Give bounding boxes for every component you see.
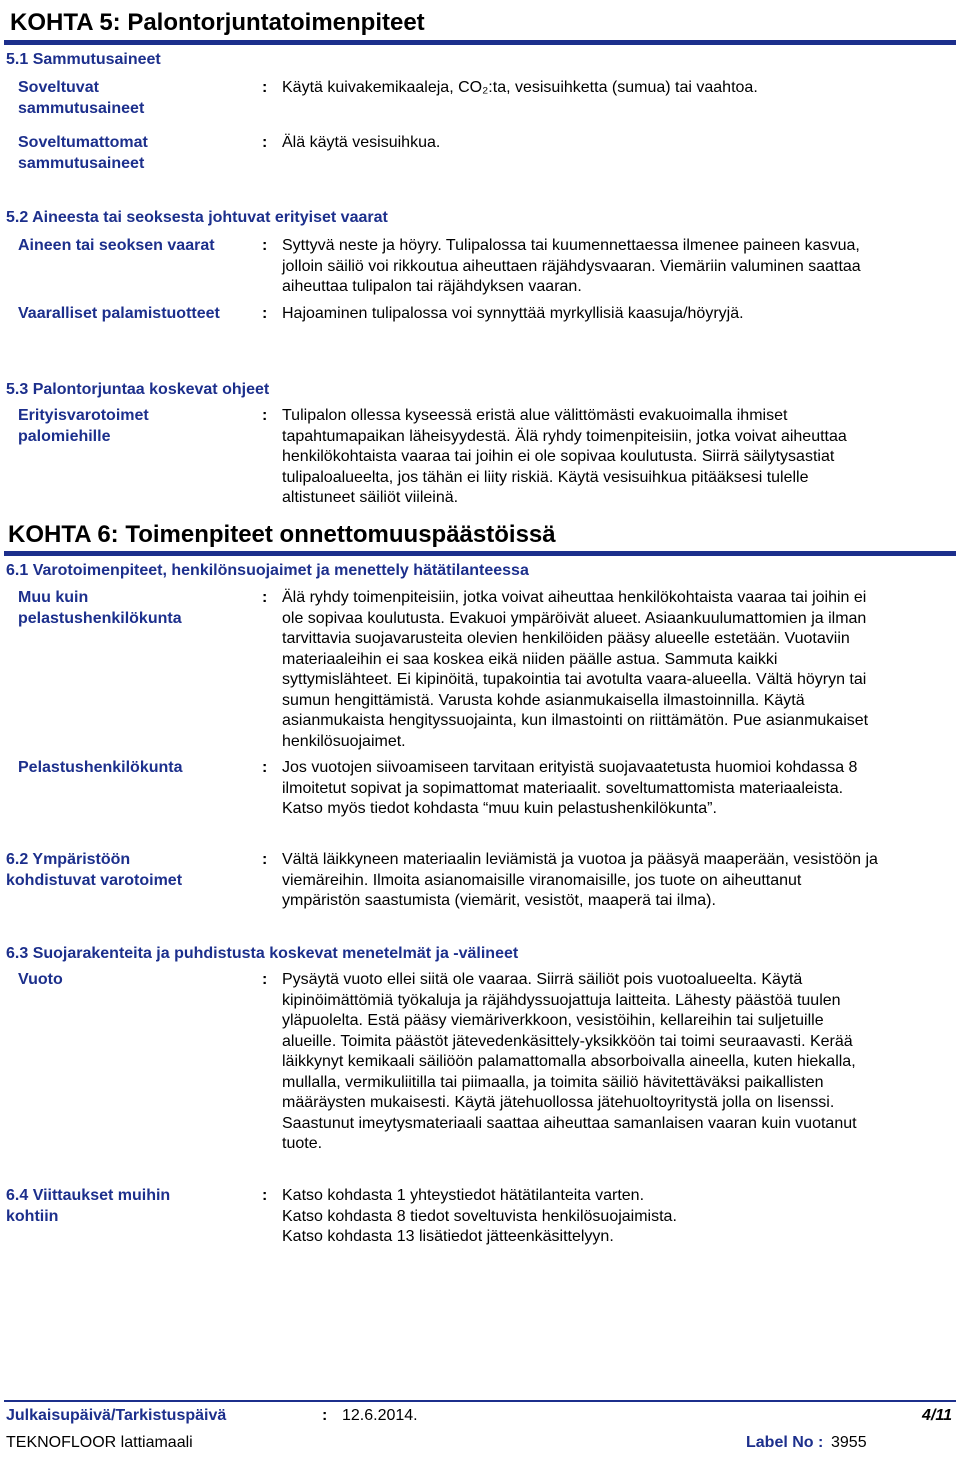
label-unsuitable-agents: Soveltumattomat sammutusaineet: [18, 134, 148, 172]
emergency-responders-text: Jos vuotojen siivoamiseen tarvitaan erityistä suojavaatetusta huomioi kohdassa 8 ilmoitetut sopivat ja sopimattomat materiaalit. soveltumattomista materiaaleista. Katso myös tiedot kohdasta “muu kuin pelastushenkilökunta”.: [282, 759, 858, 817]
subsection-5-2-title: 5.2 Aineesta tai seoksesta johtuvat erityiset vaarat: [6, 209, 388, 226]
colon: :: [262, 79, 268, 96]
section-6-heading: KOHTA 6: Toimenpiteet onnettomuuspäästöissä: [8, 521, 556, 548]
section-5-rule: [4, 40, 956, 45]
references-text: Katso kohdasta 1 yhteystiedot hätätilanteita varten. Katso kohdasta 8 tiedot soveltuvista henkilösuojaimista. Katso kohdasta 13 lisätiedot jätteenkäsittelyyn.: [282, 1187, 677, 1245]
label-environmental-precautions: 6.2 Ympäristöön kohdistuvat varotoimet: [6, 851, 183, 889]
subsection-5-1-title: 5.1 Sammutusaineet: [6, 51, 161, 68]
subsection-6-1-title: 6.1 Varotoimenpiteet, henkilönsuojaimet ja menettely hätätilanteessa: [6, 562, 529, 579]
label-non-emergency-personnel: Muu kuin pelastushenkilökunta: [18, 589, 182, 627]
combustion-products-text: Hajoaminen tulipalossa voi synnyttää myrkyllisiä kaasuja/höyryjä.: [282, 305, 744, 322]
footer-rule: [4, 1400, 956, 1402]
label-substance-hazards: Aineen tai seoksen vaarat: [18, 237, 215, 254]
suitable-agents-text: Käytä kuivakemikaaleja, CO₂:ta, vesisuihketta (sumua) tai vaahtoa.: [282, 79, 758, 96]
colon: :: [322, 1407, 328, 1424]
colon: :: [262, 759, 268, 776]
label-suitable-agents: Soveltuvat sammutusaineet: [18, 79, 145, 117]
footer-label-no-value: 3955: [831, 1434, 867, 1451]
colon: :: [262, 134, 268, 151]
firefighter-precautions-text: Tulipalon ollessa kyseessä eristä alue välittömästi evakuoimalla ihmiset tapahtumapaikan läheisyydestä. Älä ryhdy toimenpiteisiin, jotka voivat aiheuttaa henkilökohtaista vaaraa tai joihin ei ole sopivaa koulutusta. Siirrä säilytysastiat tulipaloalueelta, jos tähän ei liity riskiä. Käytä vesisuihkua pitääksesi tulelle altistuneet säiliöt viileinä.: [282, 407, 847, 506]
colon: :: [262, 305, 268, 322]
label-emergency-responders: Pelastushenkilökunta: [18, 759, 183, 776]
colon: :: [262, 589, 268, 606]
colon: :: [262, 971, 268, 988]
subsection-6-3-title: 6.3 Suojarakenteita ja puhdistusta koskevat menetelmät ja -välineet: [6, 945, 519, 962]
environmental-precautions-text: Vältä läikkyneen materiaalin leviämistä ja vuotoa ja pääsyä maaperään, vesistöön ja viemäreihin. Ilmoita asianomaisille viranomaisille, jos tuote on aiheuttanut ympäristön saastumista (viemärit, vesistöt, maaperä tai ilma).: [282, 851, 878, 909]
label-combustion-products: Vaaralliset palamistuotteet: [18, 305, 220, 322]
footer-label-no-label: Label No :: [746, 1434, 824, 1451]
colon: :: [262, 1187, 268, 1204]
substance-hazards-text: Syttyvä neste ja höyry. Tulipalossa tai kuumennettaessa ilmenee paineen kasvua, jolloin säiliö voi rikkoutua aiheuttaen räjähdysvaaran. Viemäriin valuminen saattaa aiheuttaa tulipalon tai räjähdyksen vaaran.: [282, 237, 861, 295]
section-6-rule: [4, 551, 956, 556]
footer-page-number: 4/11: [922, 1407, 952, 1424]
section-5-heading: KOHTA 5: Palontorjuntatoimenpiteet: [10, 9, 425, 36]
unsuitable-agents-text: Älä käytä vesisuihkua.: [282, 134, 441, 151]
label-firefighter-precautions: Erityisvarotoimet palomiehille: [18, 407, 149, 445]
label-references: 6.4 Viittaukset muihin kohtiin: [6, 1187, 171, 1225]
footer-date-value: 12.6.2014.: [342, 1407, 418, 1424]
colon: :: [262, 407, 268, 424]
colon: :: [262, 851, 268, 868]
colon: :: [262, 237, 268, 254]
footer-product-name: TEKNOFLOOR lattiamaali: [6, 1434, 193, 1451]
subsection-5-3-title: 5.3 Palontorjuntaa koskevat ohjeet: [6, 381, 270, 398]
non-emergency-personnel-text: Älä ryhdy toimenpiteisiin, jotka voivat aiheuttaa henkilökohtaista vaaraa tai joihin ei ole sopivaa koulutusta. Evakuoi ympäröivät alueet. Asiaankuulumattomien ja ilman tarvittavia suojavarusteita olevien henkilöiden pääsy alueelle estetään. Vuotaviin materiaaleihin ei saa koskea eikä niiden päälle astua. Sammuta kaikki syttymislähteet. Ei kipinöitä, tupakointia tai avotulta vaara-alueella. Vältä höyryn tai sumun hengittämistä. Varusta kohde asianmukaisella ilmastoinnilla. Käytä asianmukaista hengityssuojainta, kun ilmastointi on riittämätön. Pue asianmukaiset henkilösuojaimet.: [282, 589, 869, 750]
spill-text: Pysäytä vuoto ellei siitä ole vaaraa. Siirrä säiliöt pois vuotoalueelta. Käytä kipinöimättömiä työkaluja ja räjähdyssuojattuja laitteita. Lähesty päästöä tuulen yläpuolelta. Estä pääsy viemäriverkkoon, vesistöihin, kellareihin tai suljetuille alueille. Toimita päästöt jätevedenkäsittely-yksikköön tai toimi seuraavasti. Kerää läikkynyt kemikaali säiliöön palamattomalla absorboivalla aineella, kuten hiekalla, mullalla, vermikuliitilla tai piimaalla, ja toimita säiliö hävitettäväksi paikallisten määräysten mukaisesti. Käytä jätehuollossa jätehuoltoyritystä jolla on lisenssi. Saastunut imeytysmateriaali saattaa aiheuttaa samanlaisen vaaran kuin vuotanut tuote.: [282, 971, 857, 1152]
label-spill: Vuoto: [18, 971, 63, 988]
footer-date-label: Julkaisupäivä/Tarkistuspäivä: [6, 1407, 227, 1424]
